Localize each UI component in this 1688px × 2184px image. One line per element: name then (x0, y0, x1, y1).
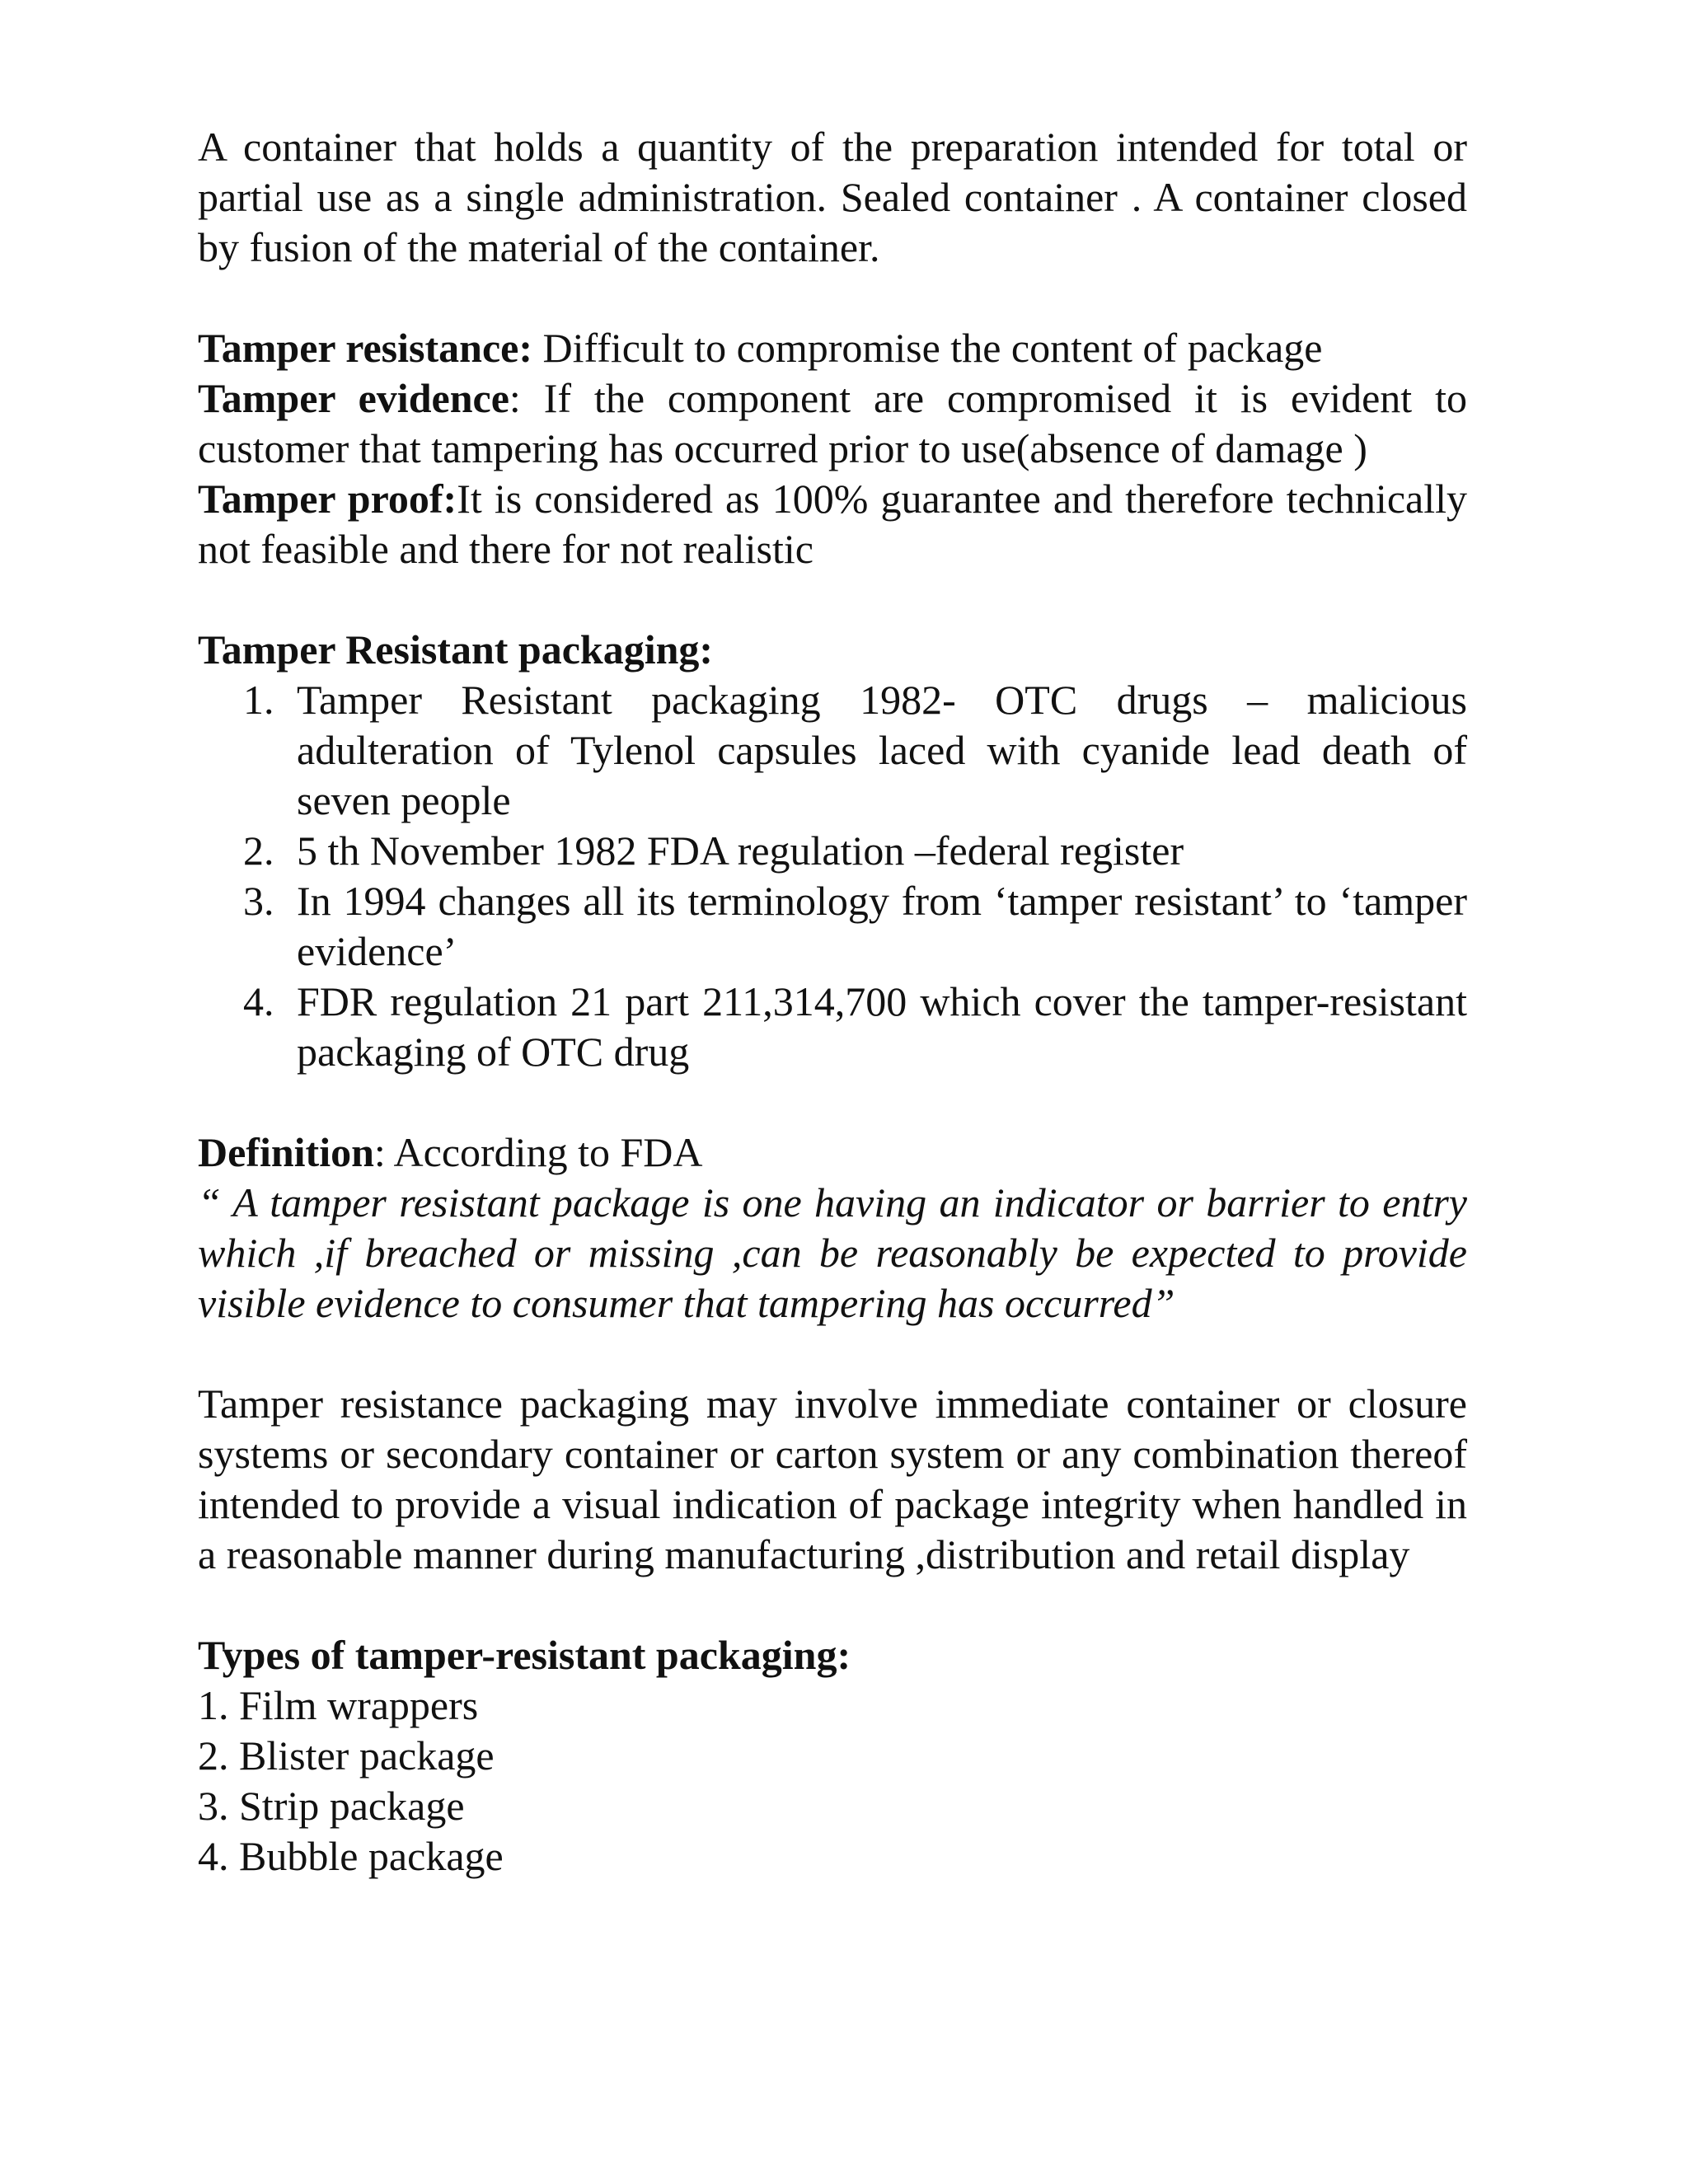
spacer (198, 1580, 1467, 1630)
history-heading: Tamper Resistant packaging: (198, 626, 714, 673)
list-text: 5 th November 1982 FDA regulation –federal register (297, 827, 1184, 874)
list-number: 1. (243, 677, 274, 723)
history-list (198, 675, 1467, 1077)
list-number: 2. (243, 827, 274, 874)
spacer (198, 1077, 1467, 1127)
term-label: Tamper evidence (198, 375, 509, 421)
list-number: 3. (243, 878, 274, 924)
list-item: 4. Bubble package (198, 1833, 504, 1879)
list-item (198, 876, 1467, 977)
list-item (198, 977, 1467, 1077)
spacer (198, 574, 1467, 625)
list-text: Tamper Resistant packaging 1982- OTC drugs – malicious adulteration of Tylenol capsules laced with cyanide lead death of seven people (297, 677, 1467, 823)
intro-paragraph: A container that holds a quantity of the preparation intended for total or partial use as a single administration. Sealed container . A container closed by fusion of the material of the container. (198, 124, 1467, 270)
term-label: Tamper proof: (198, 476, 457, 522)
term-tamper-proof (198, 474, 1467, 574)
list-item: 1. Film wrappers (198, 1682, 479, 1728)
term-label: Tamper resistance: (198, 325, 532, 371)
term-tamper-resistance (198, 323, 1467, 373)
list-number: 4. (243, 978, 274, 1024)
spacer (198, 1329, 1467, 1379)
list-item: 3. Strip package (198, 1783, 465, 1829)
definition-label: Definition (198, 1129, 374, 1175)
definition-line (198, 1127, 1467, 1178)
definition-quote: “ A tamper resistant package is one having an indicator or barrier to entry which ,if breached or missing ,can be reasonably be expected to provide visible evidence to consumer that tampering has occurred” (198, 1179, 1467, 1326)
types-list (198, 1680, 1467, 1882)
term-definition: : If the component are compromised it is evident to customer that tampering has occurred prior to use(absence of damage ) (198, 375, 1468, 471)
term-tamper-evidence (198, 373, 1467, 474)
term-definition: Difficult to compromise the content of package (532, 325, 1323, 371)
document-page (198, 122, 1467, 1882)
spacer (198, 273, 1467, 323)
list-item (198, 675, 1467, 826)
definition-source: : According to FDA (373, 1129, 703, 1175)
term-definition: It is considered as 100% guarantee and therefore technically not feasible and there for not realistic (198, 476, 1467, 572)
body-paragraph: Tamper resistance packaging may involve immediate container or closure systems or secondary container or carton system or any combination thereof intended to provide a visual indication of package integrity when handled in a reasonable manner during manufacturing ,distribution and retail display (198, 1380, 1467, 1577)
types-heading: Types of tamper-resistant packaging: (198, 1632, 851, 1678)
list-item (198, 826, 1467, 876)
list-text: FDR regulation 21 part 211,314,700 which cover the tamper-resistant packaging of OTC drug (297, 978, 1467, 1075)
list-text: In 1994 changes all its terminology from ‘tamper resistant’ to ‘tamper evidence’ (297, 878, 1467, 974)
list-item: 2. Blister package (198, 1732, 495, 1779)
